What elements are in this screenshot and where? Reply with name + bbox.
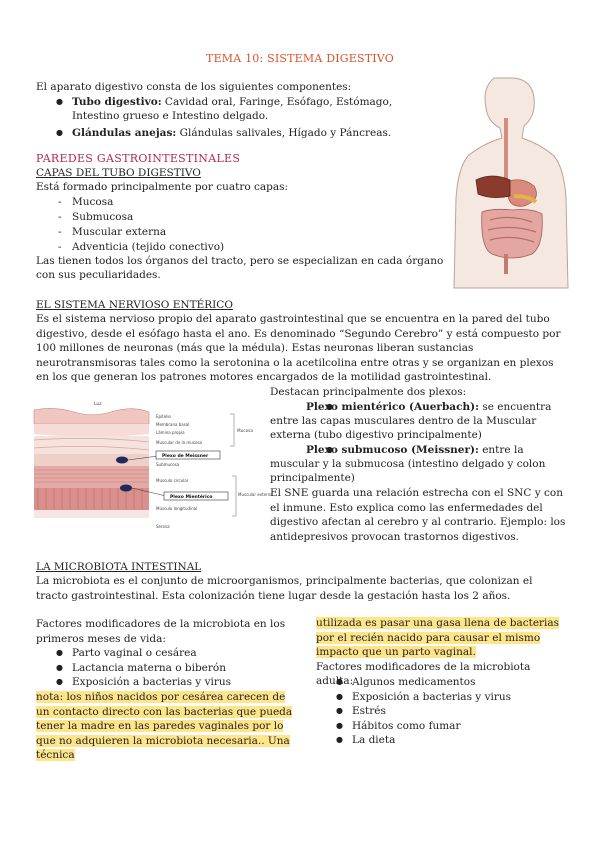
capas-lead: Está formado principalmente por cuatro capas: [36,181,289,193]
diagram-label: Membrana basal [156,422,190,427]
sne-relation: El SNE guarda una relación estrecha con el SNC y con el inmune. Esto explica como las enfermedades del digestivo afectan al cerebro y al contrario. Ejemplo: los antidepresivos provocan trastornos digestivos. [270,487,566,543]
plexo-desc: entre la muscular y la submucosa (intestino delgado y colon principalmente) [270,444,546,484]
diagram-label: Mucosa [237,428,253,433]
layer-item: - Adventicia (tejido conectivo) [36,240,224,255]
factor-item: ● Estrés [316,704,570,719]
plexos-list [270,400,566,485]
factor-item: ● Exposición a bacterias y virus [36,675,298,690]
microbiota-note-continued [316,616,570,660]
diagram-label: Músculo circular [156,478,189,483]
factor-item: ● La dieta [316,733,570,748]
intro-item-term: Glándulas anejas: [72,127,177,139]
microbiota-left-list [36,646,298,690]
diagram-label: Epitelio [156,414,171,419]
intro-list [36,95,436,140]
subheading-capas: CAPAS DEL TUBO DIGESTIVO [36,167,201,179]
plexo-term: Plexo submucoso (Meissner): [306,444,479,456]
intro-item-desc: Glándulas salivales, Hígado y Páncreas. [176,127,392,139]
microbiota-right-list [316,675,570,748]
factor-item: ● Lactancia materna o biberón [36,661,298,676]
diagram-label: Plexo de Meissner [162,454,209,459]
plexo-item [270,400,566,442]
diagram-label: Submucosa [156,462,180,467]
layer-item: - Mucosa [36,195,224,210]
layer-item: - Muscular externa [36,225,224,240]
note-highlight: nota: los niños nacidos por cesárea carecen de un contacto directo con las bacterias que pueda tener la madre en las paredes vaginales por lo que no adquieren la microbiota necesaria.. Una técnica [36,691,293,762]
microbiota-paragraph: La microbiota es el conjunto de microorganismos, principalmente bacterias, que colonizan el tracto gastrointestinal. Esta colonización tiene lugar desde la gestación hasta los 2 años. [36,575,533,602]
plexos-lead: Destacan principalmente dos plexos: [270,386,467,398]
diagram-label: Muscular de la mucosa [156,440,203,445]
microbiota-right-lead: Factores modificadores de la microbiota adulta: [316,661,531,687]
microbiota-note [36,690,294,763]
intro-item-term: Tubo digestivo: [72,96,162,108]
capas-closing: Las tienen todos los órganos del tracto, pero se especializan en cada órgano con sus peculiaridades. [36,255,444,281]
factor-item: ● Hábitos como fumar [316,719,570,734]
diagram-label: Plexo Mientérico [170,495,213,500]
microbiota-left-lead: Factores modificadores de la microbiota en los primeros meses de vida: [36,618,286,645]
diagram-label: Lámina propia [156,430,185,435]
plexo-item [270,443,566,485]
diagram-label: Músculo longitudinal [156,506,198,511]
sne-paragraph: Es el sistema nervioso propio del aparato gastrointestinal que se encuentra en la pared del tubo digestivo, desde el esófago hasta el ano. Es denominado “Segundo Cerebro” y está compuesto por 100 millones de neuronas (más que la médula). Estas neuronas liberan sustancias neurotransmisoras tales como la serotonina o la acetilcolina entre otras y se organizan en plexos en los que generan los patrones motores encargados de la motilidad gastrointestinal. [36,313,561,383]
diagram-label: Muscular externa [238,492,273,497]
intestinal-wall-diagram [34,396,273,536]
plexo-desc: se encuentra entre las capas musculares dentro de la Muscular externa (tubo digestivo principalmente) [270,401,552,441]
note-highlight: utilizada es pasar una gasa llena de bacterias por el recién nacido para causar el mismo impacto que un parto vaginal. [316,617,560,659]
digestive-system-illustration [452,78,570,288]
page-title: TEMA 10: SISTEMA DIGESTIVO [206,52,394,65]
section-heading-microbiota: LA MICROBIOTA INTESTINAL [36,561,202,573]
plexo-term: Plexo mientérico (Auerbach): [306,401,479,413]
factor-item: ● Parto vaginal o cesárea [36,646,298,661]
intro-item [36,126,436,140]
layers-list [36,195,224,255]
layer-item: - Submucosa [36,210,224,225]
diagram-label: Luz [94,402,102,407]
intro-item [36,95,436,123]
factor-item: ● Exposición a bacterias y virus [316,690,570,705]
factor-item: ● Algunos medicamentos [316,675,570,690]
diagram-label: Serosa [156,524,170,529]
section-heading-sne: EL SISTEMA NERVIOSO ENTÉRICO [36,299,233,311]
intro-item-desc: Cavidad oral, Faringe, Esófago, Estómago, Intestino grueso e Intestino delgado. [72,96,393,122]
intro-text: El aparato digestivo consta de los siguientes componentes: [36,81,352,93]
section-heading-paredes: PAREDES GASTROINTESTINALES [36,152,241,165]
